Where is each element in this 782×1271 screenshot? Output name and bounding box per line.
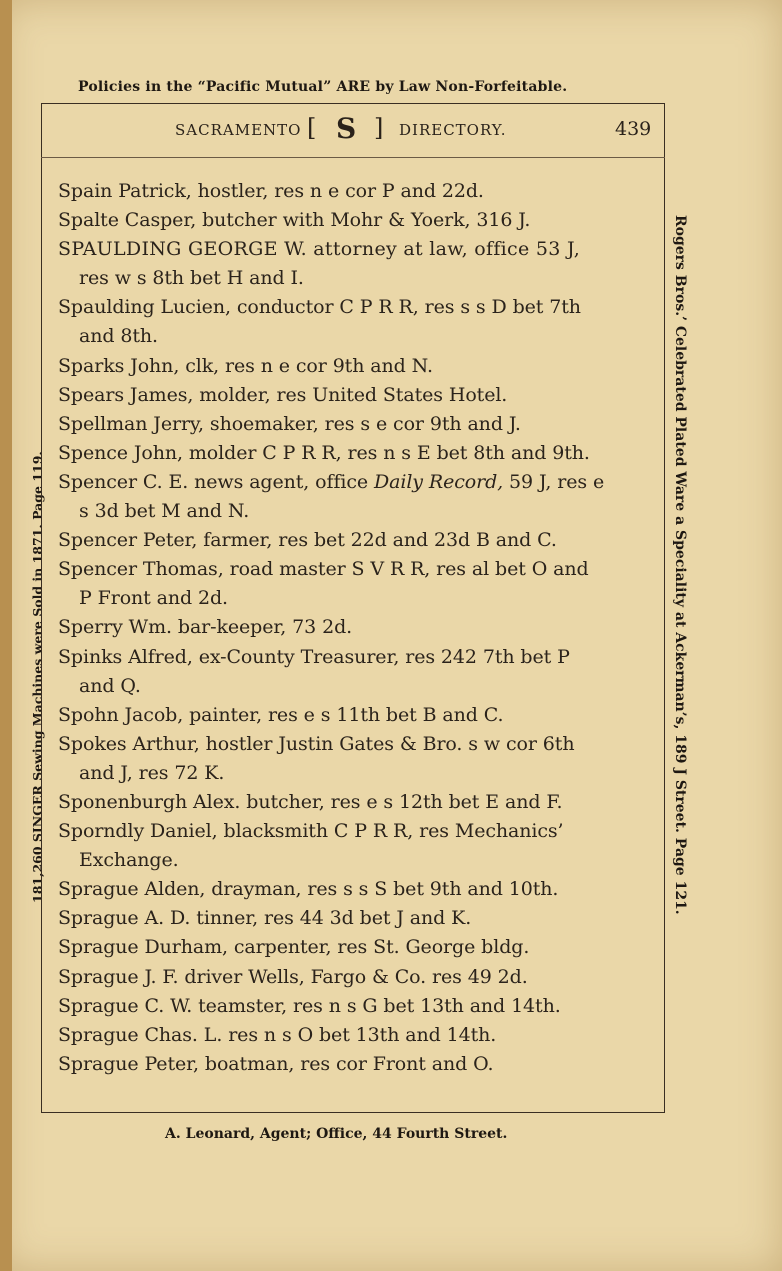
entry-continuation-line: Exchange. (79, 849, 179, 872)
header-bracket-left: [ (307, 114, 317, 142)
newspaper-title: Daily Record, (373, 470, 504, 493)
entry-line: Spain Patrick, hostler, res n e cor P and 22d. (58, 180, 484, 202)
entry-line: SPAULDING GEORGE W. attorney at law, office 53 J, (58, 238, 581, 261)
entry-continuation-line: and Q. (79, 674, 141, 697)
entry-line: Sprague Durham, carpenter, res St. George bldg. (58, 936, 530, 959)
page-binding-edge (0, 0, 12, 1271)
left-margin-advertisement: 181,260 SINGER Sewing Machines were Sold in 1871. Page 119. (30, 451, 45, 903)
header-city: SACRAMENTO (175, 121, 302, 139)
entry-text: 59 J, res e (503, 470, 605, 493)
header-bracket-right: ] (374, 114, 384, 142)
top-advertisement: Policies in the “Pacific Mutual” ARE by Law Non-Forfeitable. (78, 79, 568, 95)
header-directory-label: DIRECTORY. (399, 121, 507, 139)
entry-line: Spencer Thomas, road master S V R R, res al bet O and (58, 558, 589, 581)
header-section-letter: S (336, 112, 357, 145)
running-header (41, 103, 665, 158)
entry-text: Spencer C. E. news agent, office (58, 470, 374, 493)
entry-line: Spears James, molder, res United States Hotel. (58, 383, 508, 406)
entry-line: Sperry Wm. bar-keeper, 73 2d. (58, 616, 353, 639)
entry-line: Sponenburgh Alex. butcher, res e s 12th bet E and F. (58, 790, 563, 813)
entry-continuation-line: P Front and 2d. (79, 587, 228, 610)
bottom-advertisement: A. Leonard, Agent; Office, 44 Fourth Street. (165, 1126, 508, 1142)
entry-line: Spohn Jacob, painter, res e s 11th bet B and C. (58, 703, 504, 726)
directory-entries (58, 177, 658, 1079)
entry-continuation-line: s 3d bet M and N. (79, 500, 250, 523)
entry-line: Spellman Jerry, shoemaker, res s e cor 9th and J. (58, 412, 521, 435)
page-number: 439 (615, 118, 652, 140)
entry-continuation-line: and 8th. (79, 325, 158, 348)
entry-line: Spinks Alfred, ex-County Treasurer, res 242 7th bet P (58, 645, 570, 668)
entry-line: Sprague Alden, drayman, res s s S bet 9th and 10th. (58, 878, 559, 901)
right-margin-advertisement: Rogers Bros.’ Celebrated Plated Ware a Speciality at Ackerman’s, 189 J Street. Page 121. (672, 215, 688, 915)
entry-continuation-line: res w s 8th bet H and I. (79, 267, 304, 290)
entry-continuation-line: and J, res 72 K. (79, 761, 225, 784)
entry-line: Sparks John, clk, res n e cor 9th and N. (58, 354, 433, 377)
entry-line: Sporndly Daniel, blacksmith C P R R, res Mechanics’ (58, 820, 564, 843)
entry-line: Sprague C. W. teamster, res n s G bet 13th and 14th. (58, 994, 561, 1017)
entry-line: Sprague J. F. driver Wells, Fargo & Co. res 49 2d. (58, 965, 528, 988)
entry-line: Spence John, molder C P R R, res n s E bet 8th and 9th. (58, 441, 590, 464)
entry-line: Sprague A. D. tinner, res 44 3d bet J and K. (58, 907, 472, 930)
entry-line: Spokes Arthur, hostler Justin Gates & Bro. s w cor 6th (58, 732, 575, 755)
entry-line: Spencer Peter, farmer, res bet 22d and 23d B and C. (58, 529, 557, 552)
entry-line: Spalte Casper, butcher with Mohr & Yoerk, 316 J. (58, 209, 531, 232)
entry-line (58, 468, 658, 497)
entry-line: Sprague Peter, boatman, res cor Front and O. (58, 1052, 494, 1075)
entry-line: Sprague Chas. L. res n s O bet 13th and 14th. (58, 1023, 497, 1046)
entry-line: Spaulding Lucien, conductor C P R R, res s s D bet 7th (58, 296, 581, 319)
